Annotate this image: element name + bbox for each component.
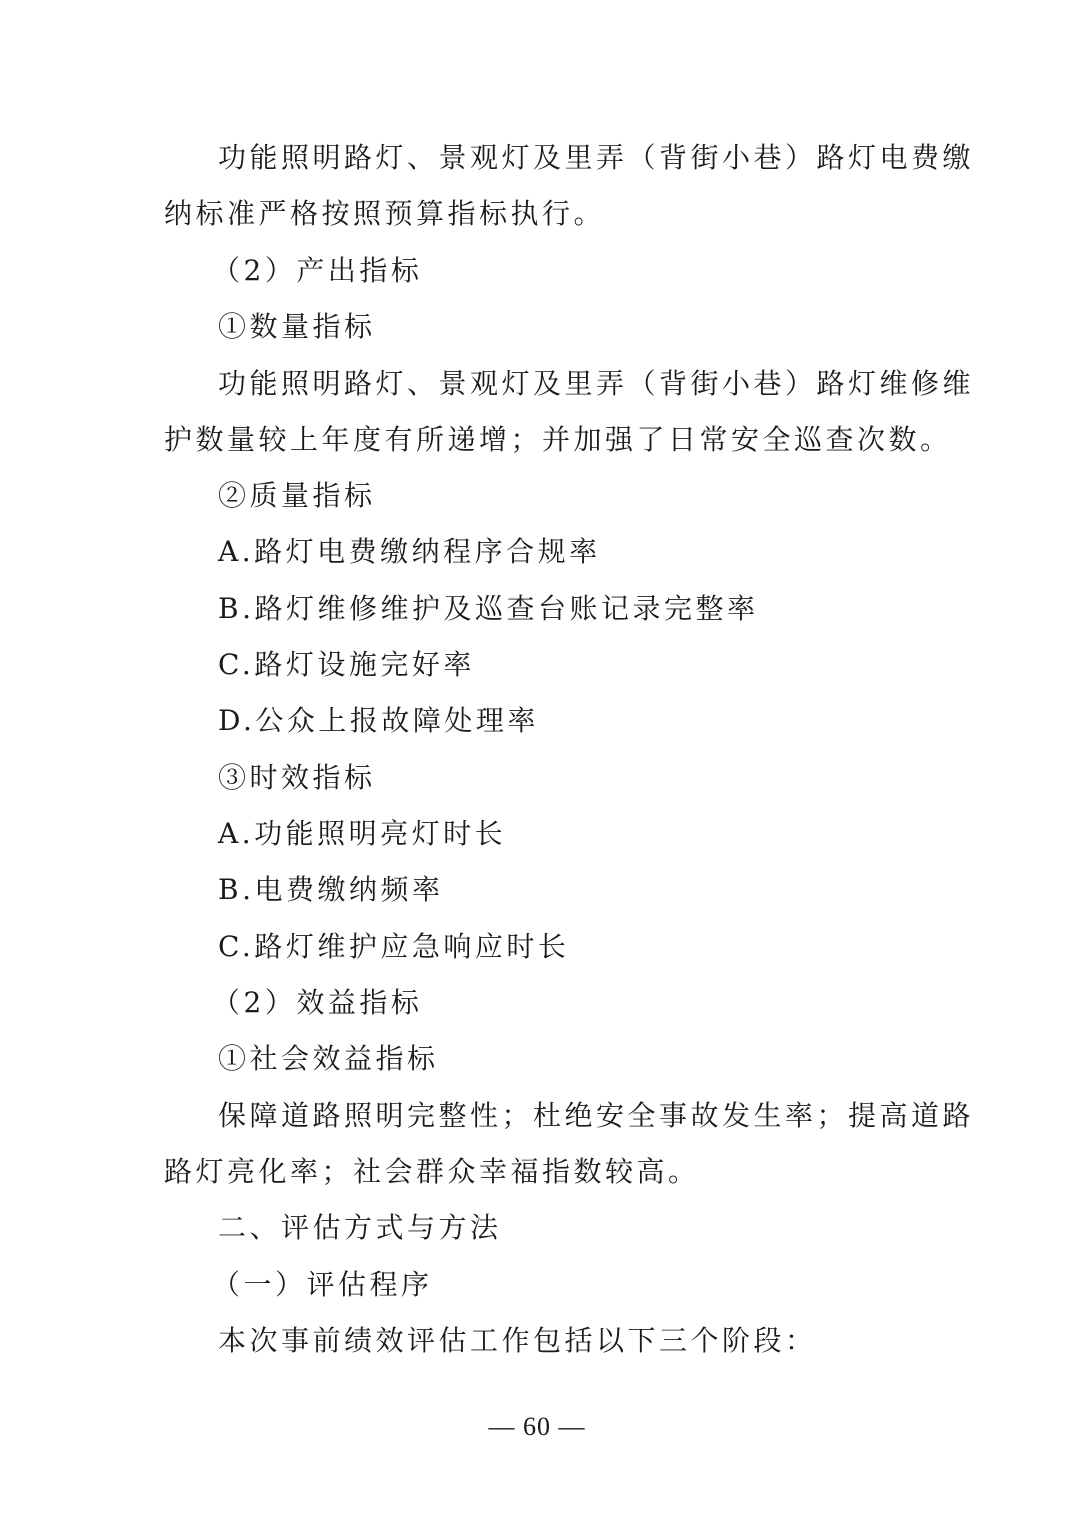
paragraph-line: 保障道路照明完整性；杜绝安全事故发生率；提高道路 xyxy=(218,1099,975,1132)
subsection-heading: ①社会效益指标 xyxy=(218,1042,439,1075)
list-item: A.功能照明亮灯时长 xyxy=(218,817,507,850)
list-item: D.公众上报故障处理率 xyxy=(218,704,539,737)
paragraph-line: 路灯亮化率；社会群众幸福指数较高。 xyxy=(164,1155,700,1188)
section-heading: （一）评估程序 xyxy=(212,1268,433,1301)
subsection-heading: ②质量指标 xyxy=(218,479,376,512)
subsection-heading: ①数量指标 xyxy=(218,310,376,343)
paragraph-line: 纳标准严格按照预算指标执行。 xyxy=(164,197,606,230)
paragraph-line: 本次事前绩效评估工作包括以下三个阶段： xyxy=(218,1324,817,1357)
subsection-heading: ③时效指标 xyxy=(218,761,376,794)
section-heading: （2）产出指标 xyxy=(212,254,423,287)
chapter-heading: 二、评估方式与方法 xyxy=(218,1211,502,1244)
paragraph-line: 功能照明路灯、景观灯及里弄（背街小巷）路灯电费缴 xyxy=(218,141,975,174)
list-item: B.路灯维修维护及巡查台账记录完整率 xyxy=(218,592,759,625)
page-number: — 60 — xyxy=(488,1412,586,1441)
list-item: C.路灯维护应急响应时长 xyxy=(218,930,570,963)
list-item: A.路灯电费缴纳程序合规率 xyxy=(218,535,601,568)
paragraph-line: 功能照明路灯、景观灯及里弄（背街小巷）路灯维修维 xyxy=(218,367,975,400)
list-item: B.电费缴纳频率 xyxy=(218,873,444,906)
paragraph-line: 护数量较上年度有所递增；并加强了日常安全巡查次数。 xyxy=(164,423,952,456)
section-heading: （2）效益指标 xyxy=(212,986,423,1019)
list-item: C.路灯设施完好率 xyxy=(218,648,475,681)
